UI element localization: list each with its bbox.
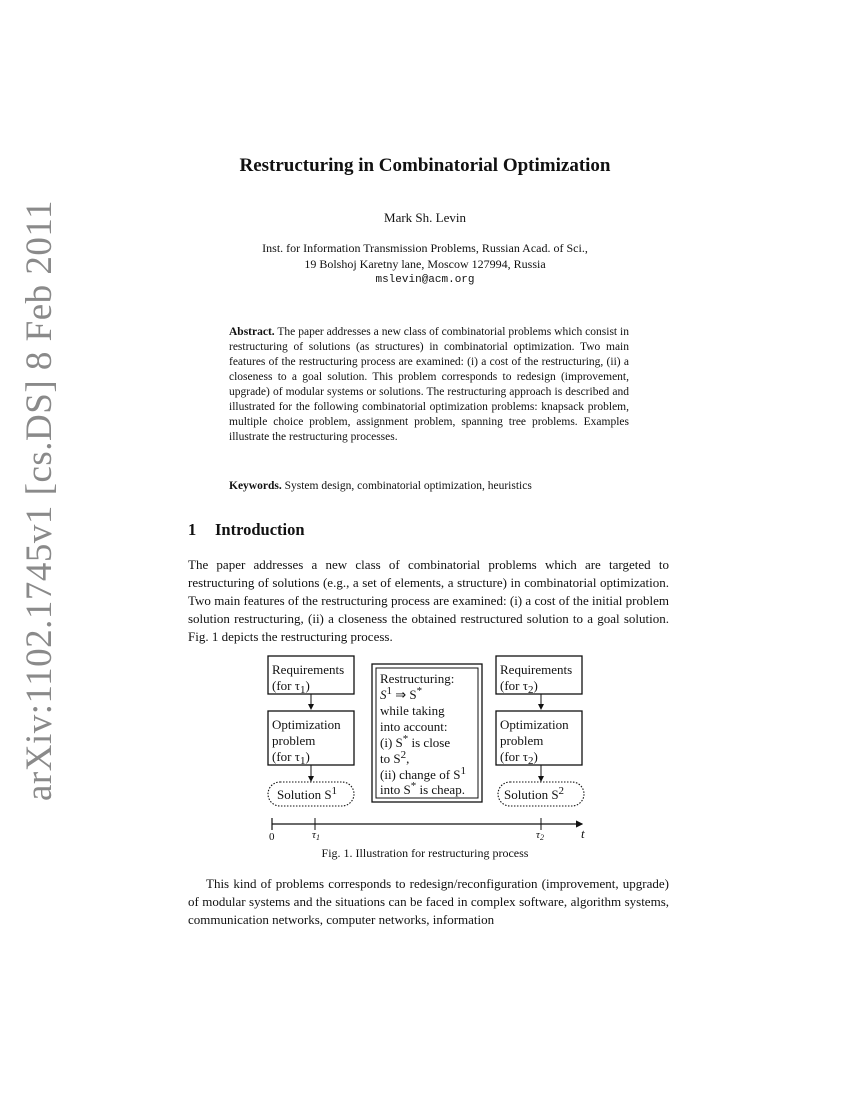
- abstract-text: The paper addresses a new class of combinatorial problems which consist in restructuring of solutions (as structures) in combinatorial optimization. Two main features of the restructuring process are examined: (i) a cost of the restructuring, (ii) a closeness to a goal solution. This problem corresponds to redesign (improvement, upgrade) of modular systems or solutions. The restructuring approach is described and illustrated for the following combinatorial optimization problems: knapsack problem, multiple choice problem, assignment problem, spanning tree problems. Examples illustrate the restructuring processes.: [229, 326, 629, 443]
- axis-t-label: t: [581, 826, 585, 841]
- affiliation-line-1: Inst. for Information Transmission Problems, Russian Acad. of Sci.,: [262, 241, 588, 255]
- arxiv-identifier: [12, 199, 68, 801]
- affiliation: [0, 240, 850, 288]
- keywords: [229, 480, 649, 492]
- affiliation-line-2: 19 Bolshoj Karetny lane, Moscow 127994, Russia: [304, 257, 546, 271]
- left-req-sub: 1: [299, 684, 306, 696]
- axis-tau1-label: τ1: [312, 829, 320, 842]
- right-req-line2: (for $\tau_2$): [500, 678, 538, 696]
- abstract: [229, 325, 629, 445]
- restr-line7: (ii) change of $S^1$: [380, 765, 467, 782]
- restr-line5: (i) S* is close: [380, 733, 451, 750]
- right-opt-line1: Optimization: [500, 717, 569, 732]
- restr-line8: into S* is cheap.: [380, 780, 465, 797]
- intro-paragraph-2: This kind of problems corresponds to redesign/reconfiguration (improvement, upgrade) of modular systems and the situations can be faced in complex software, algorithm systems, communication networks, computer networks, information: [188, 876, 669, 927]
- left-req-line1: Requirements: [272, 662, 345, 677]
- axis-tau2-label: τ2: [536, 829, 544, 842]
- right-opt-line2: problem: [500, 733, 544, 748]
- keywords-label: Keywords.: [229, 480, 282, 492]
- restr-line3: while taking: [380, 703, 445, 718]
- left-opt-line3: (for $\tau_1$): [272, 749, 310, 767]
- keywords-text: System design, combinatorial optimization, heuristics: [284, 480, 532, 492]
- axis-zero-label: 0: [269, 831, 275, 842]
- author-name: Mark Sh. Levin: [384, 210, 466, 225]
- section-number: 1: [188, 520, 197, 539]
- section-heading: [188, 520, 305, 540]
- right-opt-line3: (for $\tau_2$): [500, 749, 538, 767]
- restr-line6: to $S^2$,: [380, 749, 410, 766]
- left-req-line2: (for $\tau_1$): [272, 678, 310, 696]
- restr-line1: Restructuring:: [380, 671, 455, 686]
- author-email: mslevin@acm.org: [375, 274, 475, 286]
- abstract-label: Abstract.: [229, 326, 275, 338]
- paper-title: Restructuring in Combinatorial Optimization: [239, 155, 611, 176]
- intro-paragraph-1: The paper addresses a new class of combinatorial problems which are targeted to restructuring of solutions (e.g., a set of elements, a structure) in combinatorial optimization. Two main features of the restructuring process are examined: (i) a cost of the initial problem solution restructuring, (ii) a closeness the obtained restructured solution to a goal solution. Fig. 1 depicts the restructuring process.: [188, 557, 669, 644]
- left-solution-text: Solution $S^1$: [277, 785, 338, 802]
- left-opt-line1: Optimization: [272, 717, 341, 732]
- figure-restructuring-diagram: [260, 652, 600, 842]
- restr-line2: $S^1$ ⇒ S*: [380, 685, 423, 702]
- figure-caption: Fig. 1. Illustration for restructuring process: [321, 846, 529, 860]
- restr-line4: into account:: [380, 719, 448, 734]
- left-opt-line2: problem: [272, 733, 316, 748]
- right-req-line1: Requirements: [500, 662, 573, 677]
- left-req-tau: (for τ: [272, 678, 300, 693]
- arxiv-identifier-text: arXiv:1102.1745v1 [cs.DS] 8 Feb 2011: [19, 199, 61, 801]
- diagram-svg: [260, 652, 600, 842]
- section-title: Introduction: [215, 520, 305, 539]
- right-solution-text: Solution $S^2$: [504, 785, 565, 802]
